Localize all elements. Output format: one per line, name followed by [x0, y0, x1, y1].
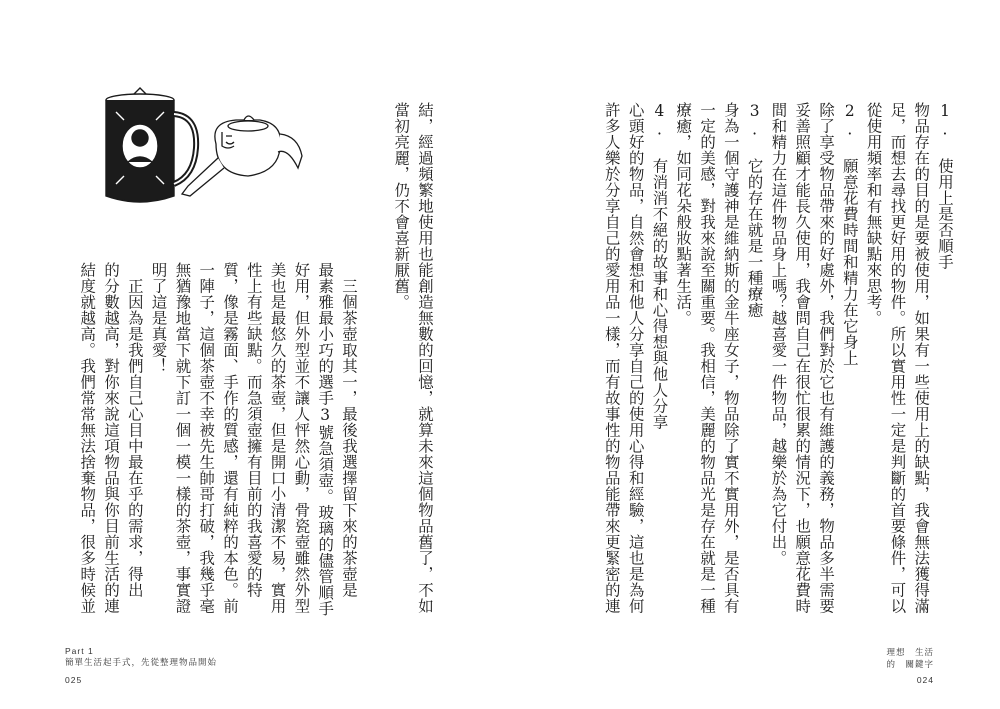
section-line: 療癒，如同花朵般妝點著生活。	[674, 102, 693, 326]
section-line: 許多人樂於分享自己的愛用品一樣，而有故事性的物品能帶來更緊密的連	[602, 102, 621, 614]
left-page-top-text	[388, 102, 436, 614]
right-page-body	[599, 102, 956, 614]
teapot-icon	[182, 116, 302, 196]
body-line: 性上有些缺點。而急須壺擁有目前的我喜愛的特	[244, 262, 263, 598]
page-number-right: 024	[916, 675, 934, 685]
body-line: 正因為是我們自己心目中最在乎的需求，得出	[125, 262, 144, 598]
section-line: 身為一個守護神是維納斯的金牛座女子，物品除了實不實用外，是否具有	[721, 102, 740, 614]
running-title-bottom: 的 關鍵字	[886, 659, 934, 669]
section-line: 一定的美感，對我來說至關重要。我相信，美麗的物品光是存在就是一種	[698, 102, 717, 614]
body-line: 最素雅最小巧的選手3號急須壺。玻璃的儘管順手	[316, 262, 335, 617]
body-line: 三個茶壺取其一，最後我選擇留下來的茶壺是	[340, 262, 358, 598]
body-line: 無猶豫地當下就下訂一個一模一樣的茶壺，事實證	[173, 262, 192, 614]
section-line: 從使用頻率和有無缺點來思考。	[864, 102, 883, 326]
section-heading: 1. 使用上是否順手	[936, 102, 954, 270]
running-header-right	[886, 646, 934, 670]
section-heading: 4. 有消消不絕的故事和心得想與他人分享	[650, 102, 669, 430]
page-number-left: 025	[65, 675, 83, 685]
body-line: 一陣子，這個茶壺不幸被先生帥哥打破，我幾乎毫	[197, 262, 216, 614]
body-line: 美也是最悠久的茶壺，但是開口小清潔不易，實用	[268, 262, 287, 614]
body-line: 結，經過頻繁地使用也能創造無數的回憶，就算未來這個物品舊了，不如	[416, 102, 434, 614]
section-heading: 3. 它的存在就是一種療癒	[745, 102, 764, 318]
section-line: 足，而想去尋找更好用的物件。所以實用性一定是判斷的首要條件，可以	[888, 102, 907, 614]
illustration	[98, 86, 303, 216]
section-heading: 2. 願意花費時間和精力在它身上	[840, 102, 859, 366]
running-header-left	[65, 646, 217, 668]
section-line: 妥善照顧才能長久使用，我會問自己在很忙很累的情況下，也願意花費時	[793, 102, 812, 614]
body-line: 結度就越高。我們常常無法捨棄物品，很多時候並	[78, 262, 97, 614]
section-line: 物品存在的目的是要被使用，如果有一些使用上的缺點，我會無法獲得滿	[912, 102, 931, 614]
body-line: 質，像是霧面、手作的質感，還有純粹的本色。前	[221, 262, 240, 614]
section-line: 間和精力在這件物品身上嗎？越喜愛一件物品，越樂於為它付出。	[769, 102, 788, 566]
section-line: 除了享受物品帶來的好處外，我們對於它也有維護的義務，物品多半需要	[817, 102, 836, 614]
body-line: 當初亮麗，仍不會喜新厭舊。	[392, 102, 411, 310]
body-line: 明了這是真愛！	[149, 262, 168, 374]
left-page-bottom-text	[74, 262, 360, 617]
running-title-top: 理想 生活	[886, 647, 934, 657]
body-line: 的分數越高，對你來說這項物品與你目前生活的連	[102, 262, 121, 614]
body-line: 好用，但外型並不讓人怦然心動，骨瓷壺雖然外型	[292, 262, 311, 614]
mug-icon	[106, 88, 196, 202]
part-label: Part 1	[65, 646, 94, 656]
right-page	[500, 0, 1000, 709]
part-subtitle: 簡單生活起手式，先從整理物品開始	[65, 657, 218, 667]
section-line: 心頭好的物品，自然會想和他人分享自己的使用心得和經驗，這也是為何	[626, 102, 645, 614]
